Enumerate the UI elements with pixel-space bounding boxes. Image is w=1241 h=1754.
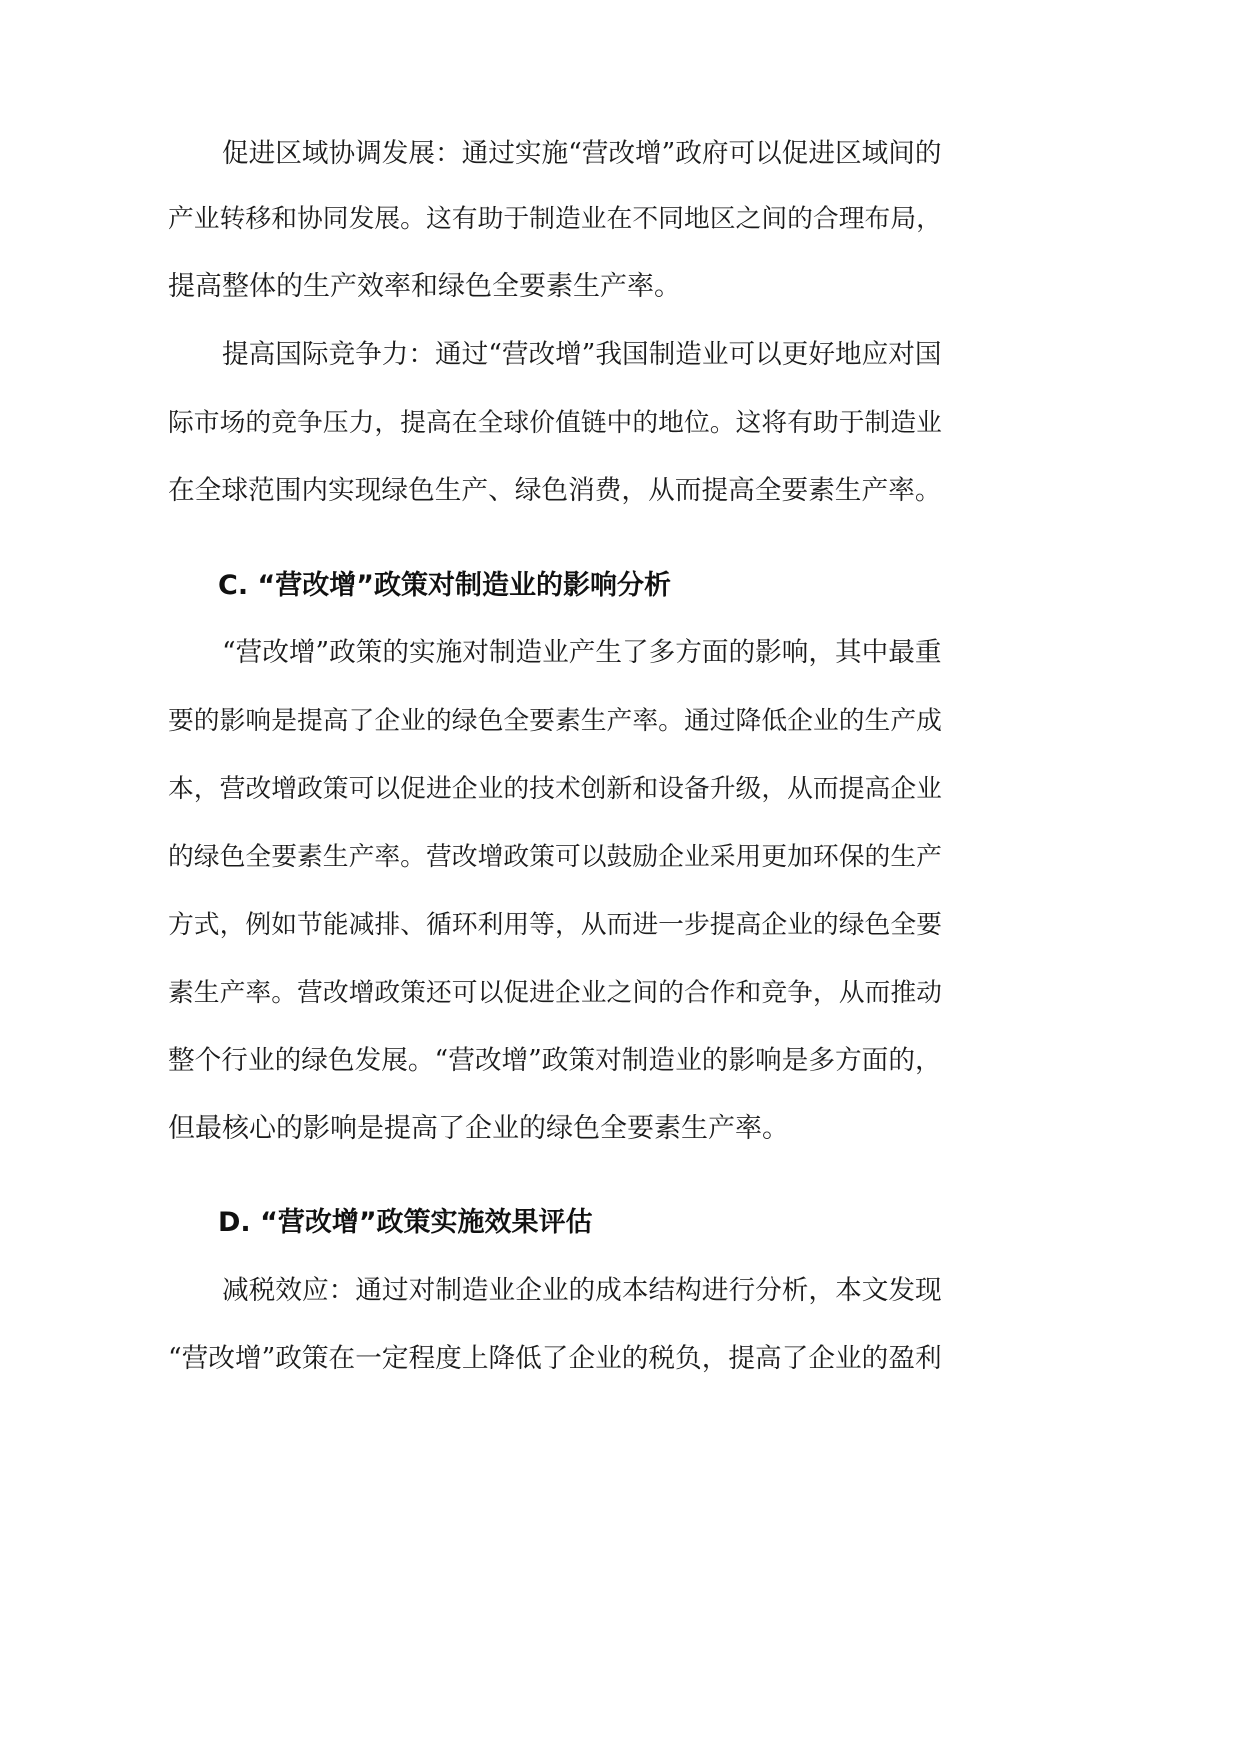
paragraph-line: 方式，例如节能减排、循环利用等，从而进一步提高企业的绿色全要	[168, 910, 942, 940]
paragraph-line: 产业转移和协同发展。这有助于制造业在不同地区之间的合理布局，	[168, 204, 942, 234]
paragraph-line: 在全球范围内实现绿色生产、绿色消费，从而提高全要素生产率。	[168, 475, 942, 506]
section-heading-c: C. “营改增”政策对制造业的影响分析	[218, 570, 671, 601]
section-heading-d: D. “营改增”政策实施效果评估	[218, 1207, 593, 1238]
paragraph-line: 本，营改增政策可以促进企业的技术创新和设备升级，从而提高企业	[168, 774, 942, 804]
paragraph-line: 提高整体的生产效率和绿色全要素生产率。	[168, 271, 681, 302]
paragraph-line: 素生产率。营改增政策还可以促进企业之间的合作和竞争，从而推动	[168, 978, 942, 1008]
paragraph-line: 减税效应：通过对制造业企业的成本结构进行分析，本文发现	[222, 1275, 942, 1306]
paragraph-line: 整个行业的绿色发展。“营改增”政策对制造业的影响是多方面的，	[168, 1045, 942, 1076]
paragraph-line: 际市场的竞争压力，提高在全球价值链中的地位。这将有助于制造业	[168, 408, 942, 438]
paragraph-line: 提高国际竞争力：通过“营改增”我国制造业可以更好地应对国	[222, 339, 942, 370]
paragraph-line: 促进区域协调发展：通过实施“营改增”政府可以促进区域间的	[222, 138, 942, 169]
paragraph-line: 的绿色全要素生产率。营改增政策可以鼓励企业采用更加环保的生产	[168, 842, 942, 872]
paragraph-line: 但最核心的影响是提高了企业的绿色全要素生产率。	[168, 1113, 789, 1144]
paragraph-line: “营改增”政策在一定程度上降低了企业的税负，提高了企业的盈利	[168, 1343, 942, 1374]
paragraph-line: “营改增”政策的实施对制造业产生了多方面的影响，其中最重	[222, 637, 942, 668]
paragraph-line: 要的影响是提高了企业的绿色全要素生产率。通过降低企业的生产成	[168, 706, 942, 736]
